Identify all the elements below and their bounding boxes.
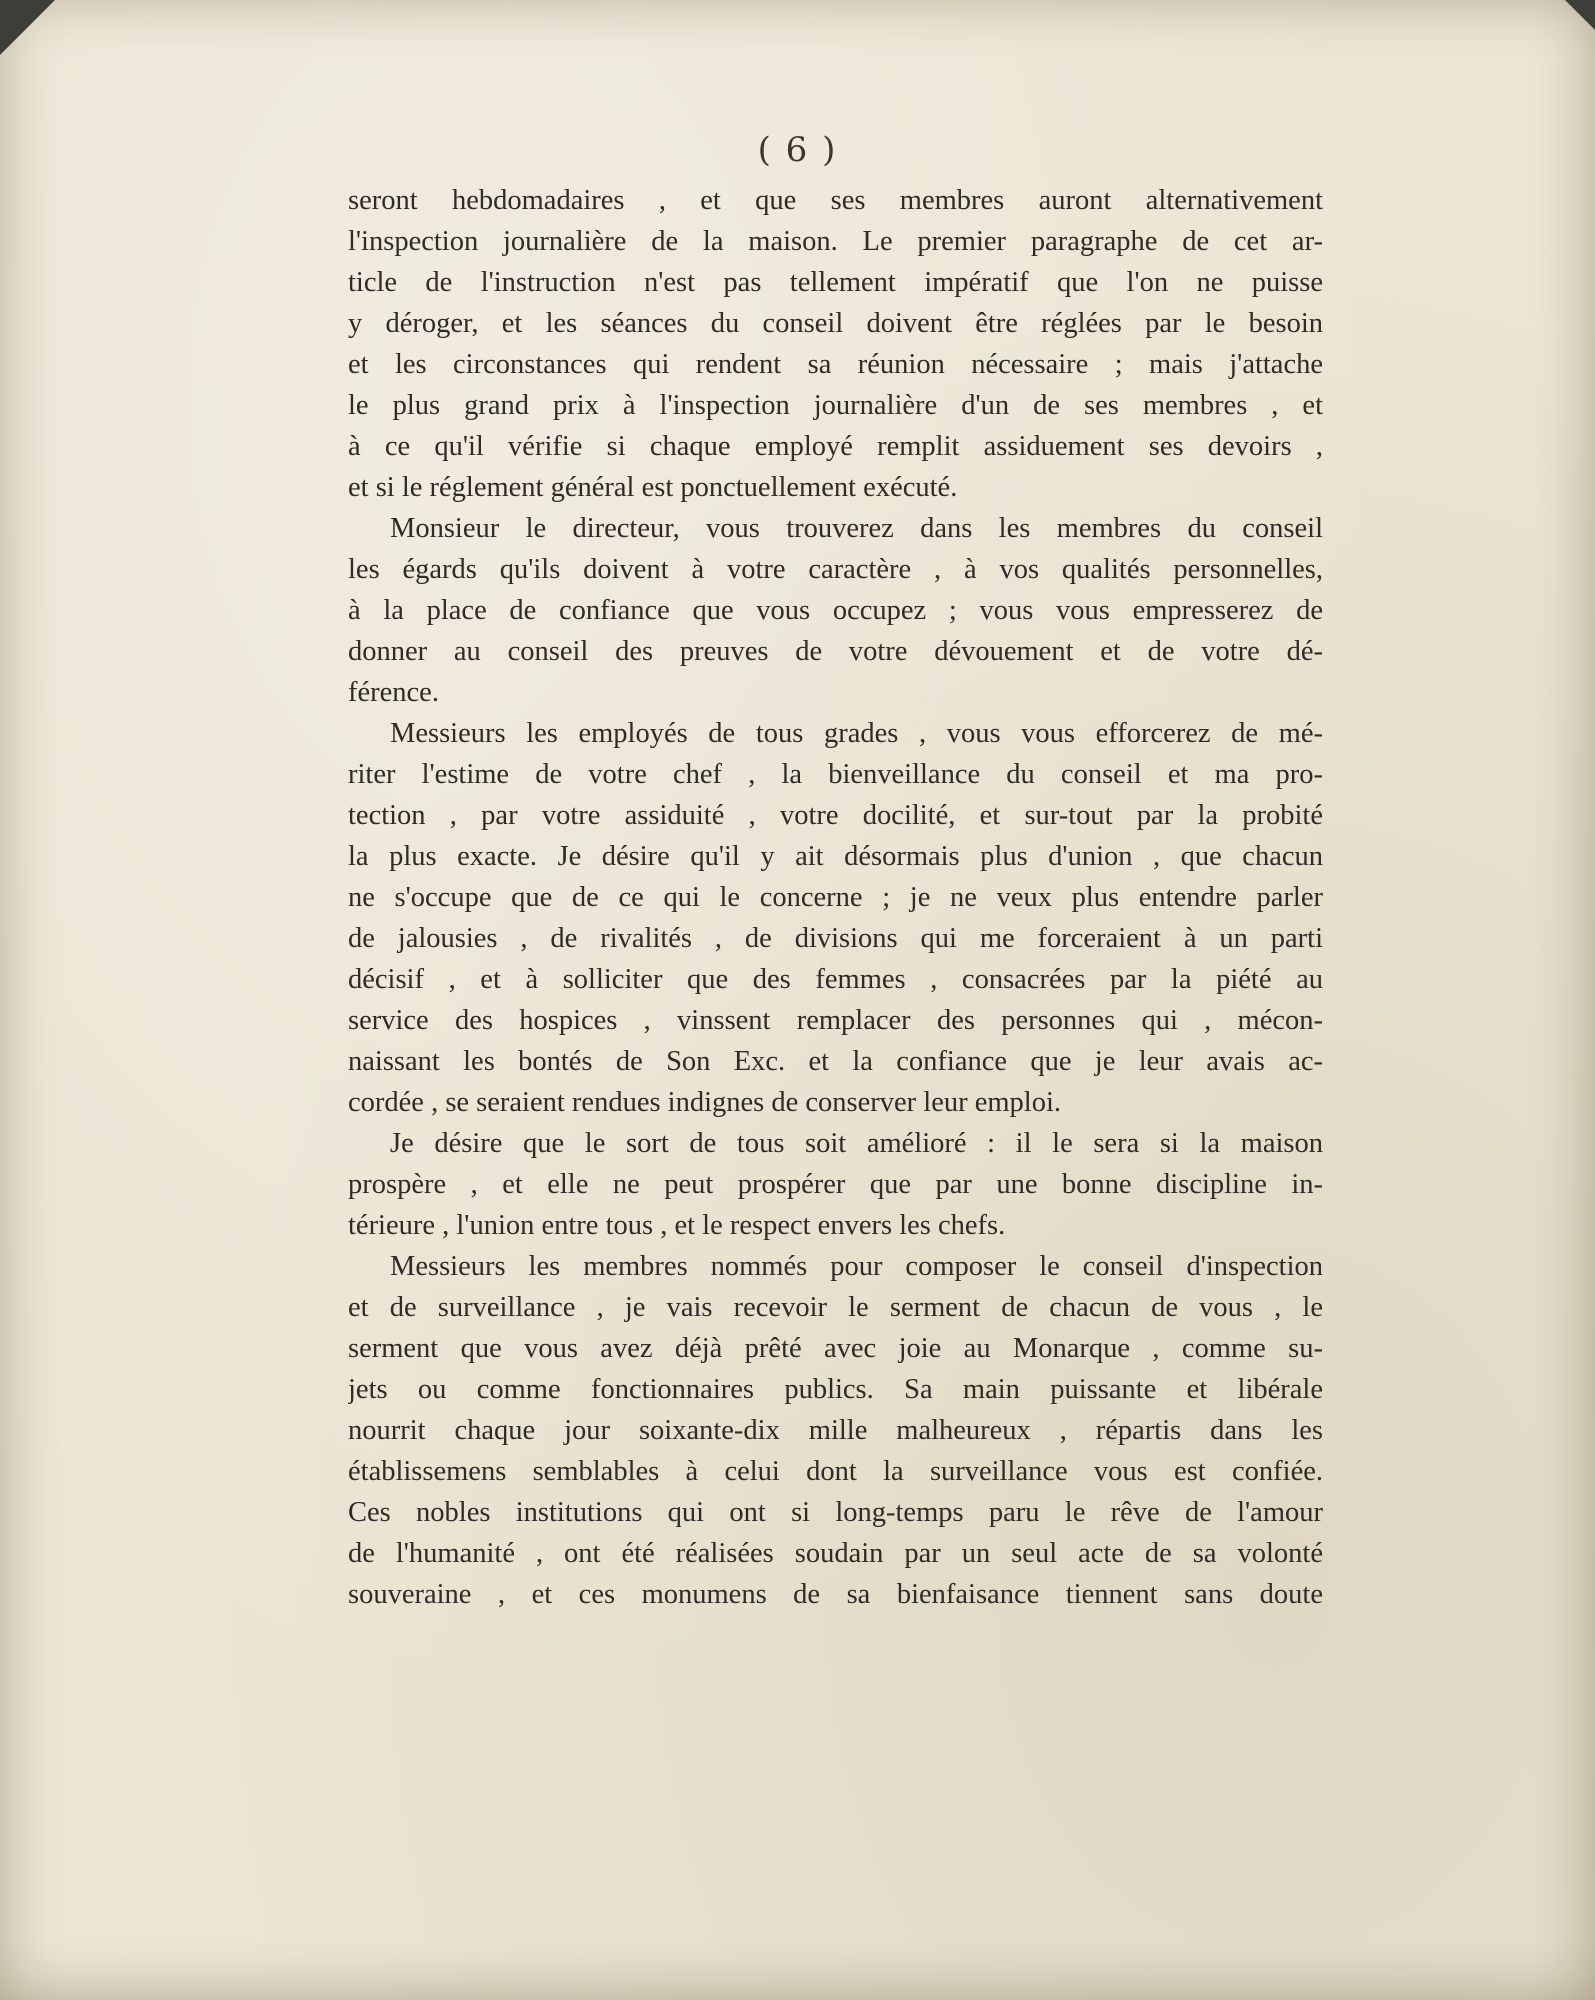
text-line: la plus exacte. Je désire qu'il y ait désormais plus d'union , que chacun [348,841,1323,872]
text-line: et les circonstances qui rendent sa réunion nécessaire ; mais j'attache [348,349,1323,380]
text-line: le plus grand prix à l'inspection journalière d'un de ses membres , et [348,390,1323,421]
text-line: serment que vous avez déjà prêté avec joie au Monarque , comme su- [348,1333,1323,1364]
text-line: donner au conseil des preuves de votre dévouement et de votre dé- [348,636,1323,667]
text-line: établissemens semblables à celui dont la surveillance vous est confiée. [348,1456,1323,1487]
text-line: l'inspection journalière de la maison. Le premier paragraphe de cet ar- [348,226,1323,257]
text-line: de jalousies , de rivalités , de divisions qui me forceraient à un parti [348,923,1323,954]
paragraph [348,180,1323,508]
text-line: seront hebdomadaires , et que ses membres auront alternativement [348,185,1323,216]
text-line: ne s'occupe que de ce qui le concerne ; je ne veux plus entendre parler [348,882,1323,913]
text-line: férence. [348,677,439,708]
text-line: Messieurs les membres nommés pour composer le conseil d'inspection [390,1251,1323,1282]
paragraph [348,508,1323,713]
text-line: à la place de confiance que vous occupez ; vous vous empresserez de [348,595,1323,626]
text-line: Ces nobles institutions qui ont si long-temps paru le rêve de l'amour [348,1497,1323,1528]
text-line: prospère , et elle ne peut prospérer que par une bonne discipline in- [348,1169,1323,1200]
body-text [348,180,1323,1615]
text-line: Je désire que le sort de tous soit amélioré : il le sera si la maison [390,1128,1323,1159]
text-line: et de surveillance , je vais recevoir le serment de chacun de vous , le [348,1292,1323,1323]
text-line: les égards qu'ils doivent à votre caractère , à vos qualités personnelles, [348,554,1323,585]
text-line: tection , par votre assiduité , votre docilité, et sur-tout par la probité [348,800,1323,831]
text-line: nourrit chaque jour soixante-dix mille malheureux , répartis dans les [348,1415,1323,1446]
paragraph [348,1246,1323,1615]
page-corner-fold [0,0,55,55]
text-line: Messieurs les employés de tous grades , vous vous efforcerez de mé- [390,718,1323,749]
text-line: cordée , se seraient rendues indignes de conserver leur emploi. [348,1087,1062,1118]
paragraph [348,713,1323,1123]
text-line: à ce qu'il vérifie si chaque employé remplit assiduement ses devoirs , [348,431,1323,462]
text-line: de l'humanité , ont été réalisées soudain par un seul acte de sa volonté [348,1538,1323,1569]
text-line: jets ou comme fonctionnaires publics. Sa main puissante et libérale [348,1374,1323,1405]
text-line: naissant les bontés de Son Exc. et la confiance que je leur avais ac- [348,1046,1323,1077]
text-line: térieure , l'union entre tous , et le respect envers les chefs. [348,1210,1006,1241]
text-line: ticle de l'instruction n'est pas tellement impératif que l'on ne puisse [348,267,1323,298]
text-line: Monsieur le directeur, vous trouverez dans les membres du conseil [390,513,1323,544]
text-line: riter l'estime de votre chef , la bienveillance du conseil et ma pro- [348,759,1323,790]
page-corner-fold-right [1565,0,1595,30]
text-line: y déroger, et les séances du conseil doivent être réglées par le besoin [348,308,1323,339]
text-line: et si le réglement général est ponctuellement exécuté. [348,472,958,503]
text-line: décisif , et à solliciter que des femmes , consacrées par la piété au [348,964,1323,995]
text-line: service des hospices , vinssent remplacer des personnes qui , mécon- [348,1005,1323,1036]
paragraph [348,1123,1323,1246]
page-number: ( 6 ) [757,130,838,170]
text-line: souveraine , et ces monumens de sa bienfaisance tiennent sans doute [348,1579,1323,1610]
